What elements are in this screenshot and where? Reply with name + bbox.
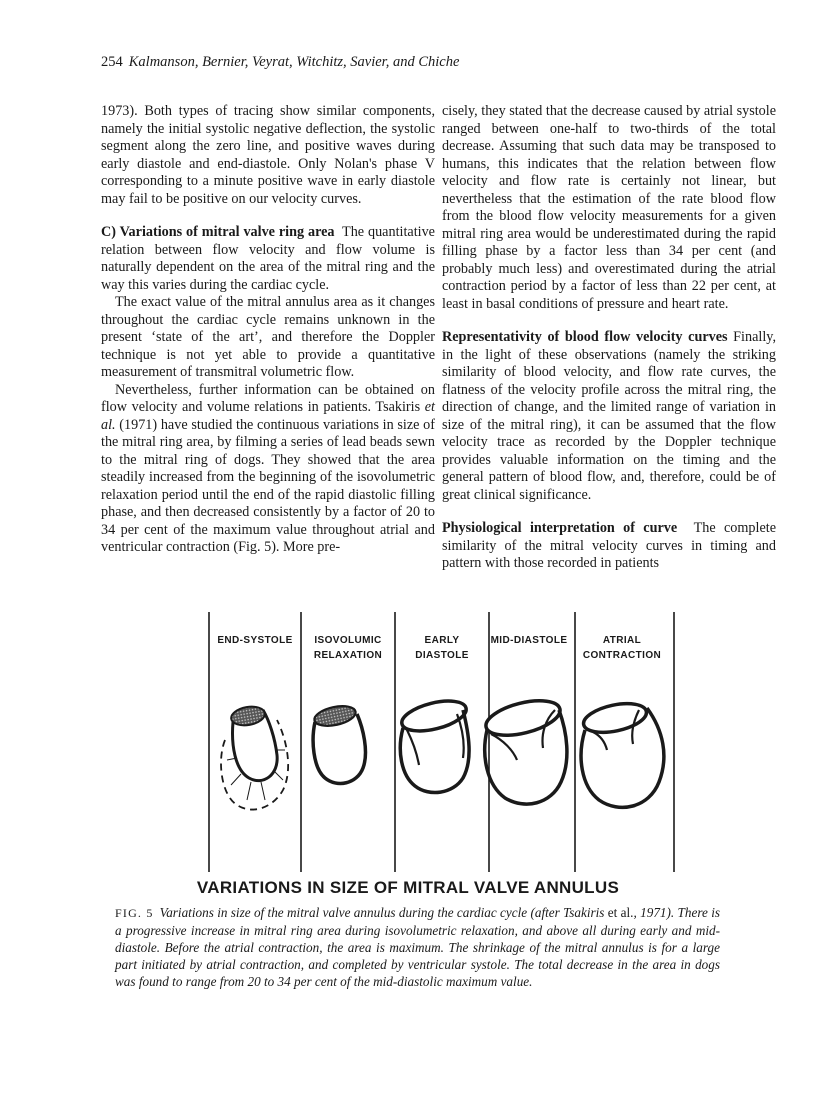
figure-5-diagram	[207, 610, 697, 875]
caption-text-a: Variations in size of the mitral valve annulus during the cardiac cycle (after Tsakiris	[159, 905, 608, 920]
left-paragraph-1: 1973). Both types of tracing show similar components, namely the initial systolic negative deflection, the systolic segment along the zero line, and positive waves during early diastole and end-diastole. Only Nolan's phase V corresponding to a minute positive wave in early diastole may fail to be positive on our velocity curves.	[101, 103, 435, 207]
figure-caption	[115, 904, 720, 990]
figure-title: VARIATIONS IN SIZE OF MITRAL VALVE ANNULUS	[196, 878, 620, 897]
caption-text-b: , 1971). There is a progressive increase in mitral ring area during isovolumetric relaxation, and above all during early and mid-diastole. Before the atrial contraction, the area is maximum. The shrinkage of the mitral annulus is for a large part initiated by atrial contraction, and completed by ventricular systole. The total decrease in the area in dogs was found to range from 20 to 34 per cent of the mid-diastolic maximum value.	[115, 905, 720, 989]
panel-label-relaxation: RELAXATION	[313, 650, 383, 661]
panel-label-contraction: CONTRACTION	[582, 650, 662, 661]
mid-diastole-annulus	[482, 694, 566, 804]
physiological-text: The complete similarity of the mitral velocity curves in timing and pattern with those recorded in patients	[442, 520, 776, 571]
running-header	[101, 54, 459, 71]
figure-label: FIG. 5	[115, 906, 154, 920]
physiological-paragraph	[442, 520, 776, 573]
panel-label-isovolumic: ISOVOLUMIC	[314, 635, 382, 646]
right-paragraph-1: cisely, they stated that the decrease caused by atrial systole ranged between one-half to two-thirds of the total decrease. Assuming that such data may be transposed to humans, this indicates that the relation between flow velocity and flow rate is certainly not linear, but nevertheless that the estimation of the rate blood flow from the blood flow velocity measurements for a given mitral ring area would be underestimated during the rapid filling phase by a factor less than 34 per cent (and probably much less) and overestimated during the atrial contraction period by a factor of less than 22 per cent, at least in basal conditions of pressure and heart rate.	[442, 103, 776, 312]
physiological-heading: Physiological interpretation of curve	[442, 520, 678, 536]
left-paragraph-4	[101, 382, 435, 557]
running-authors: Kalmanson, Bernier, Veyrat, Witchitz, Savier, and Chiche	[128, 54, 460, 70]
atrial-contraction-annulus	[581, 699, 664, 808]
isovolumic-annulus	[313, 703, 366, 784]
panel-label-early: EARLY	[424, 635, 460, 646]
representativity-paragraph	[442, 329, 776, 504]
p4-text-b: (1971) have studied the continuous variations in size of the mitral ring area, by filming a series of lead beads sewn to the mitral ring of dogs. They showed that the area steadily increased from the beginning of the isovolumetric relaxation period until the end of the rapid diastolic filling phase, and then decreased consistently by a factor of 20 to 34 per cent of the maximum value throughout atrial and ventricular contraction (Fig. 5). More pre-	[101, 416, 435, 555]
panel-label-mid-diastole: MID-DIASTOLE	[490, 635, 568, 646]
p4-text-a: Nevertheless, further information can be obtained on flow velocity and volume relations in patients. Tsakiris	[101, 381, 435, 415]
section-c-text: The quantitative relation between flow velocity and flow volume is naturally dependent on the area of the mitral ring and the way this varies during the cardiac cycle.	[101, 224, 435, 293]
section-c-heading: C) Variations of mitral valve ring area	[101, 224, 335, 240]
right-column	[442, 103, 776, 573]
p4-etal: et al.	[101, 399, 435, 433]
representativity-text: Finally, in the light of these observations (namely the striking similarity of blood velocity, and flow rate curves, the flatness of the velocity profile across the mitral ring, the direction of change, and the limited range of variation in size of the mitral ring), it can be assumed that the flow velocity trace as recorded by the Doppler technique provides valuable information on the timing and the general pattern of blood flow, and, therefore, could be of great clinical significance.	[442, 329, 776, 503]
left-paragraph-3: The exact value of the mitral annulus area as it changes throughout the cardiac cycle remains unknown in the present ‘state of the art’, and therefore the Doppler technique is not yet able to provide a quantitative measurement of transmitral volumetric flow.	[101, 294, 435, 380]
panel-label-end-systole: END-SYSTOLE	[217, 635, 293, 646]
early-diastole-annulus	[399, 695, 469, 792]
section-c-paragraph	[101, 224, 435, 294]
panel-label-diastole: DIASTOLE	[415, 650, 469, 661]
caption-etal: et al.	[607, 905, 634, 920]
page-number: 254	[101, 54, 123, 70]
left-column	[101, 103, 435, 557]
end-systole-annulus	[221, 704, 288, 809]
representativity-heading: Representativity of blood flow velocity curves	[442, 329, 728, 345]
panel-label-atrial: ATRIAL	[602, 635, 642, 646]
